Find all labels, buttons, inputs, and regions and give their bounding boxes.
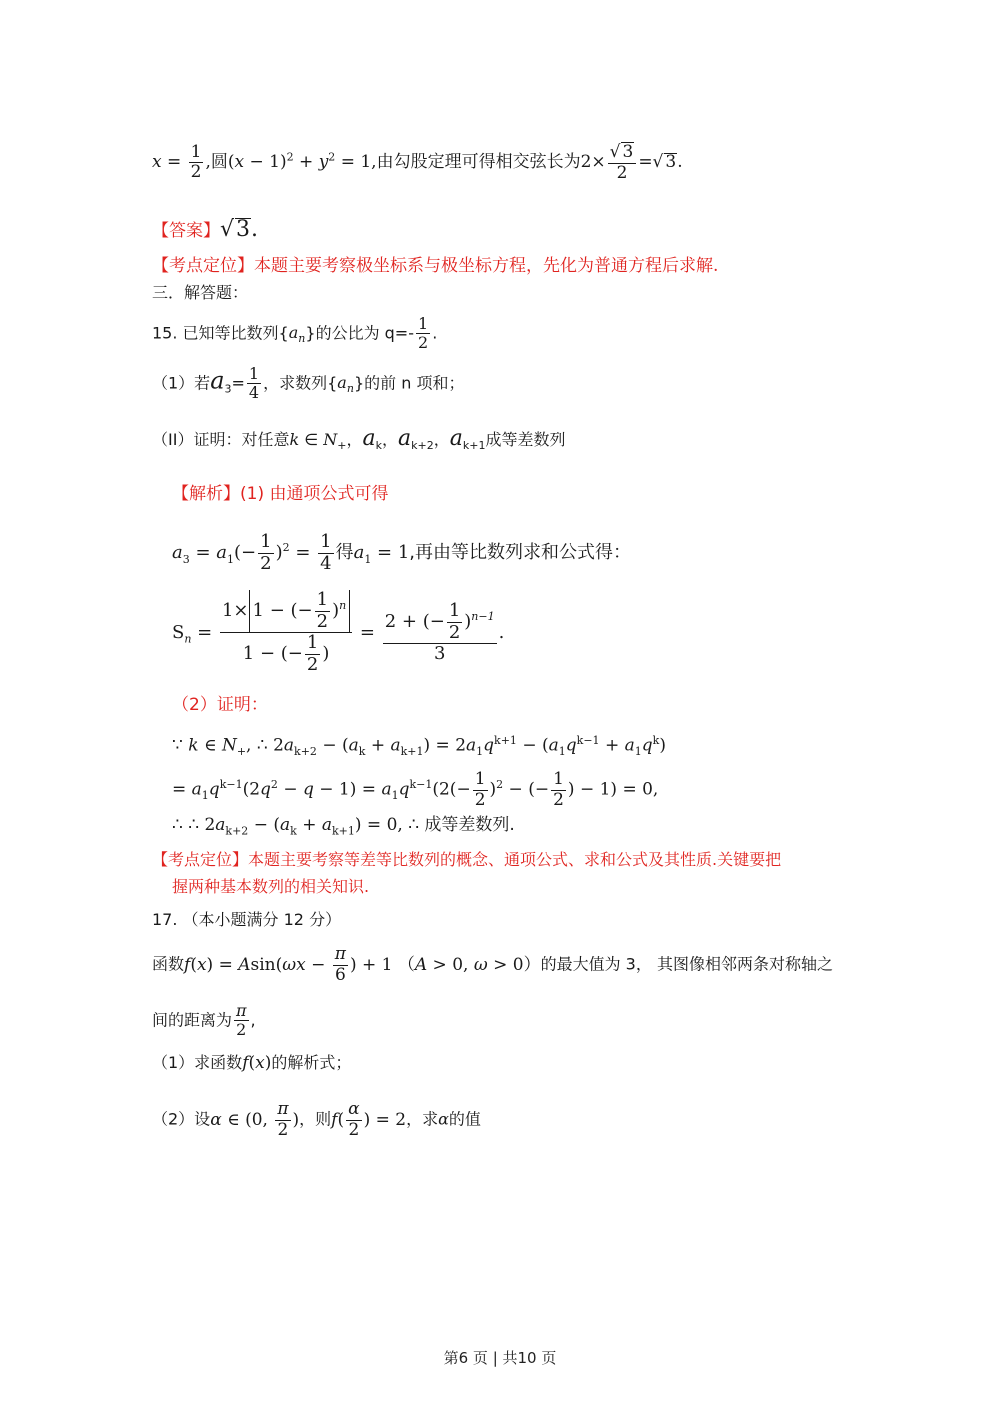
q17-text-c: 间的距离为 [152,1010,233,1030]
proof-line-1: ∵ k ∈ $N_+$, ∴ $2a_{k+2} - (a_k + a_{k+1}) = 2a_1q^{k+1} - (a_1q^{k-1} + a_1q^k)$ [172,734,666,759]
circle-text: ,圆 [205,152,228,173]
question-17-part-1: （1）求函数f(x)的解析式； [152,1053,352,1073]
proof-line-3: ∴ ∴ $2a_{k+2} - (a_k + a_{k+1}) = 0$, ∴ 成等差数列. [172,815,515,838]
q15-text-b: 的公比为 q=- [315,323,414,343]
q15-1-text-a: （1）若 [152,373,211,393]
q17-2-text-c: ，求 [406,1109,439,1129]
question-15: 15. 已知等比数列$\{a_n\}$的公比为 q=- $\frac{1}{2}$ . [152,314,438,353]
q17-text-b: 的最大值为 3， 其图像相邻两条对称轴之 [540,954,833,974]
jiexi-heading: 【解析】(1) 由通项公式可得 [172,484,389,504]
q17-1-text-b: 的解析式； [271,1053,352,1072]
section-heading: 三．解答题： [152,283,249,302]
proof-line-2: = $a_1q^{k-1}(2q^2 - q - 1) = a_1q^{k-1}(2(-$ $\frac{1}{2}$ )$^2$ − (− $\frac{1}{2}$ ) − 1) = 0, [172,769,659,810]
question-17: 17. （本小题满分 12 分） [152,910,342,929]
page-footer: 第6 页 | 共10 页 [443,1349,557,1367]
answer-label: 【答案】 [152,221,220,241]
q17-text-a: 函数 [152,954,185,974]
sum-formula: $S_n$ = 1× 1 − (− $\frac{1}{2}$ )$^n$ 1 − (− $\frac{1}{2}$ ) = 2 + (− $\frac{1}{2}$ )$^{n-1}$ 3 . [172,589,505,676]
q15-text: 15. 已知等比数列 [152,323,279,343]
proof-label: （2）证明： [172,695,268,715]
kaodian-2a: 【考点定位】本题主要考察等差等比数列的概念、通项公式、求和公式及其性质.关键要把 [152,850,782,869]
q15-1-text-c: 的前 n 项和； [364,373,465,393]
question-17-part-2: （2）设α ∈ (0, $\frac{\pi}{2}$ )，则f( $\frac{\alpha}{2}$ ) = 2，求α的值 [152,1099,481,1140]
solution-line-1: x = $\frac{1}{2}$ ,圆$(x - 1)^2 + y^2 = 1$,由勾股定理可得相交弦长为2× $\frac{√ 3}{2}$ =√ 3. [152,141,683,183]
question-15-part-2: （II）证明：对任意k ∈ $N_+$，$a_k$，$a_{k+2}$，$a_{k+1}$成等差数列 [152,426,566,453]
jx-l1-text: 得 [335,542,354,564]
q17-1-text: （1）求函数 [152,1053,243,1072]
q17-2-text-d: 的值 [448,1109,481,1129]
question-15-part-1: （1）若$a_3=$ $\frac{1}{4}$ ，求数列$\{a_n\}$的前 n 项和； [152,364,465,403]
proof-l3-text: 成等差数列. [424,815,515,835]
q15-2-text-b: 成等差数列 [485,430,566,449]
kaodian-1: 【考点定位】本题主要考察极坐标系与极坐标方程，先化为普通方程后求解. [152,256,719,276]
jiexi-line-1: $a_3 = a_1(-$ $\frac{1}{2}$ )$^2$ = $\frac{1}{4}$ 得$a_1 = 1$,再由等比数列求和公式得： [172,531,632,574]
kaodian-2b: 握两种基本数列的相关知识. [172,877,370,896]
q17-2-text: （2）设 [152,1109,211,1129]
jx-l1-text2: ,再由等比数列求和公式得： [409,542,632,564]
q17-2-text-b: ，则 [299,1109,332,1129]
q15-2-text-a: （II）证明：对任意 [152,430,290,449]
q15-1-text-b: ，求数列 [263,373,328,393]
question-17-body: 函数f(x) = Asin(ωx − $\frac{\pi}{6}$ ) + 1 （A > 0, ω > 0）的最大值为 3， 其图像相邻两条对称轴之 [152,944,833,985]
answer-line: 【答案】√3. [152,217,259,242]
question-17-body-2: 间的距离为 $\frac{\pi}{2}$ , [152,1001,256,1040]
chord-text: ,由勾股定理可得相交弦长为 [371,152,581,173]
